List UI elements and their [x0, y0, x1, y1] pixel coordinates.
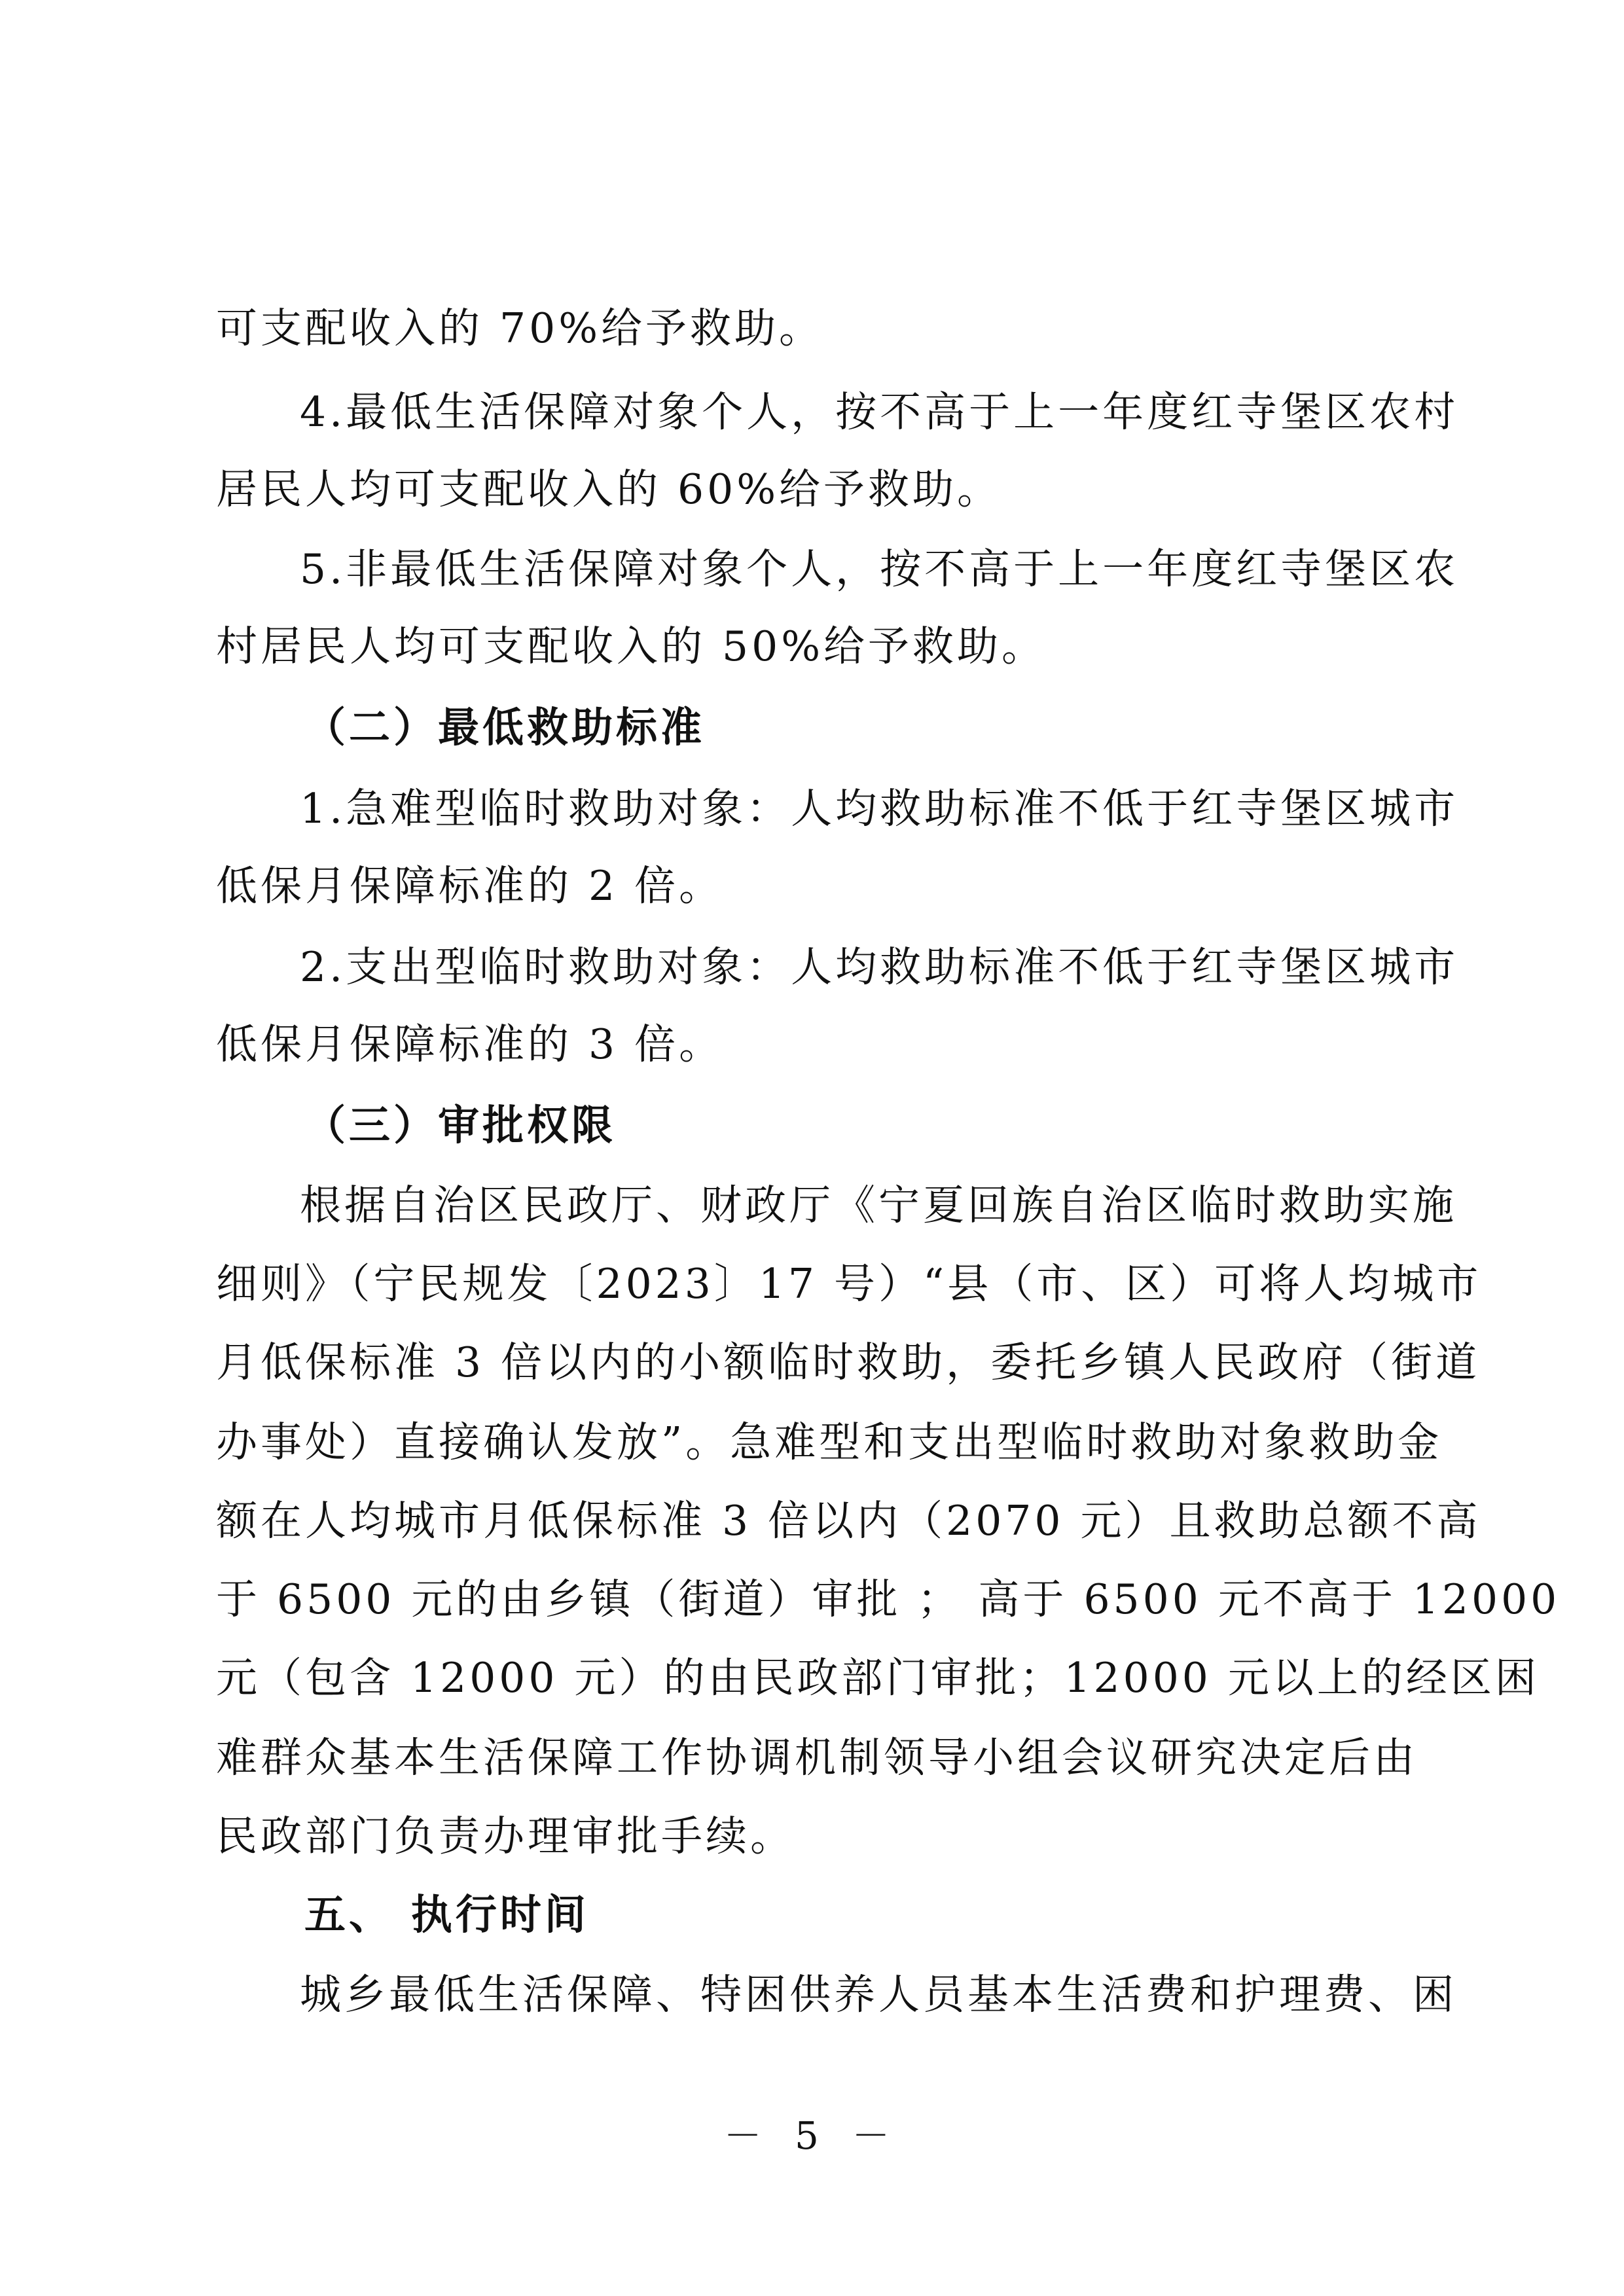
body-text-line: 居民人均可支配收入的 60%给予救助。 — [216, 465, 1002, 513]
body-text-line: 额在人均城市月低保标准 3 倍以内（2070 元）且救助总额不高 — [216, 1497, 1481, 1545]
body-text-line: 村居民人均可支配收入的 50%给予救助。 — [216, 622, 1047, 670]
list-item-4: 4.最低生活保障对象个人，按不高于上一年度红寺堡区农村 — [300, 388, 1459, 436]
section-heading-minimum-standard: （二）最低救助标准 — [304, 704, 705, 751]
section-heading-execution-time: 五、 执行时间 — [304, 1891, 589, 1939]
body-text-line: 低保月保障标准的 2 倍。 — [216, 862, 724, 910]
page-number: － 5 － — [723, 2113, 901, 2158]
body-text-line: 民政部门负责办理审批手续。 — [216, 1812, 795, 1860]
body-text-line: 办事处）直接确认发放”。急难型和支出型临时救助对象救助金 — [216, 1418, 1443, 1466]
body-text-line: 可支配收入的 70%给予救助。 — [216, 304, 824, 352]
body-text-line: 月低保标准 3 倍以内的小额临时救助，委托乡镇人民政府（街道 — [216, 1338, 1481, 1386]
body-text-line: 于 6500 元的由乡镇（街道）审批 ； 高于 6500 元不高于 12000 — [216, 1575, 1561, 1623]
body-text-line: 细则》（宁民规发〔2023〕17 号）“县（市、区）可将人均城市 — [216, 1260, 1482, 1308]
list-item-5: 5.非最低生活保障对象个人，按不高于上一年度红寺堡区农 — [300, 545, 1459, 593]
list-item-1: 1.急难型临时救助对象：人均救助标准不低于红寺堡区城市 — [300, 785, 1459, 833]
paragraph-start: 城乡最低生活保障、特困供养人员基本生活费和护理费、困 — [300, 1971, 1457, 2018]
body-text-line: 元（包含 12000 元）的由民政部门审批；12000 元以上的经区困 — [216, 1654, 1540, 1702]
body-text-line: 难群众基本生活保障工作协调机制领导小组会议研究决定后由 — [216, 1734, 1418, 1782]
section-heading-approval-authority: （三）审批权限 — [304, 1102, 616, 1149]
paragraph-start: 根据自治区民政厅、财政厅《宁夏回族自治区临时救助实施 — [300, 1181, 1457, 1229]
body-text-line: 低保月保障标准的 3 倍。 — [216, 1020, 724, 1068]
list-item-2: 2.支出型临时救助对象：人均救助标准不低于红寺堡区城市 — [300, 943, 1459, 991]
